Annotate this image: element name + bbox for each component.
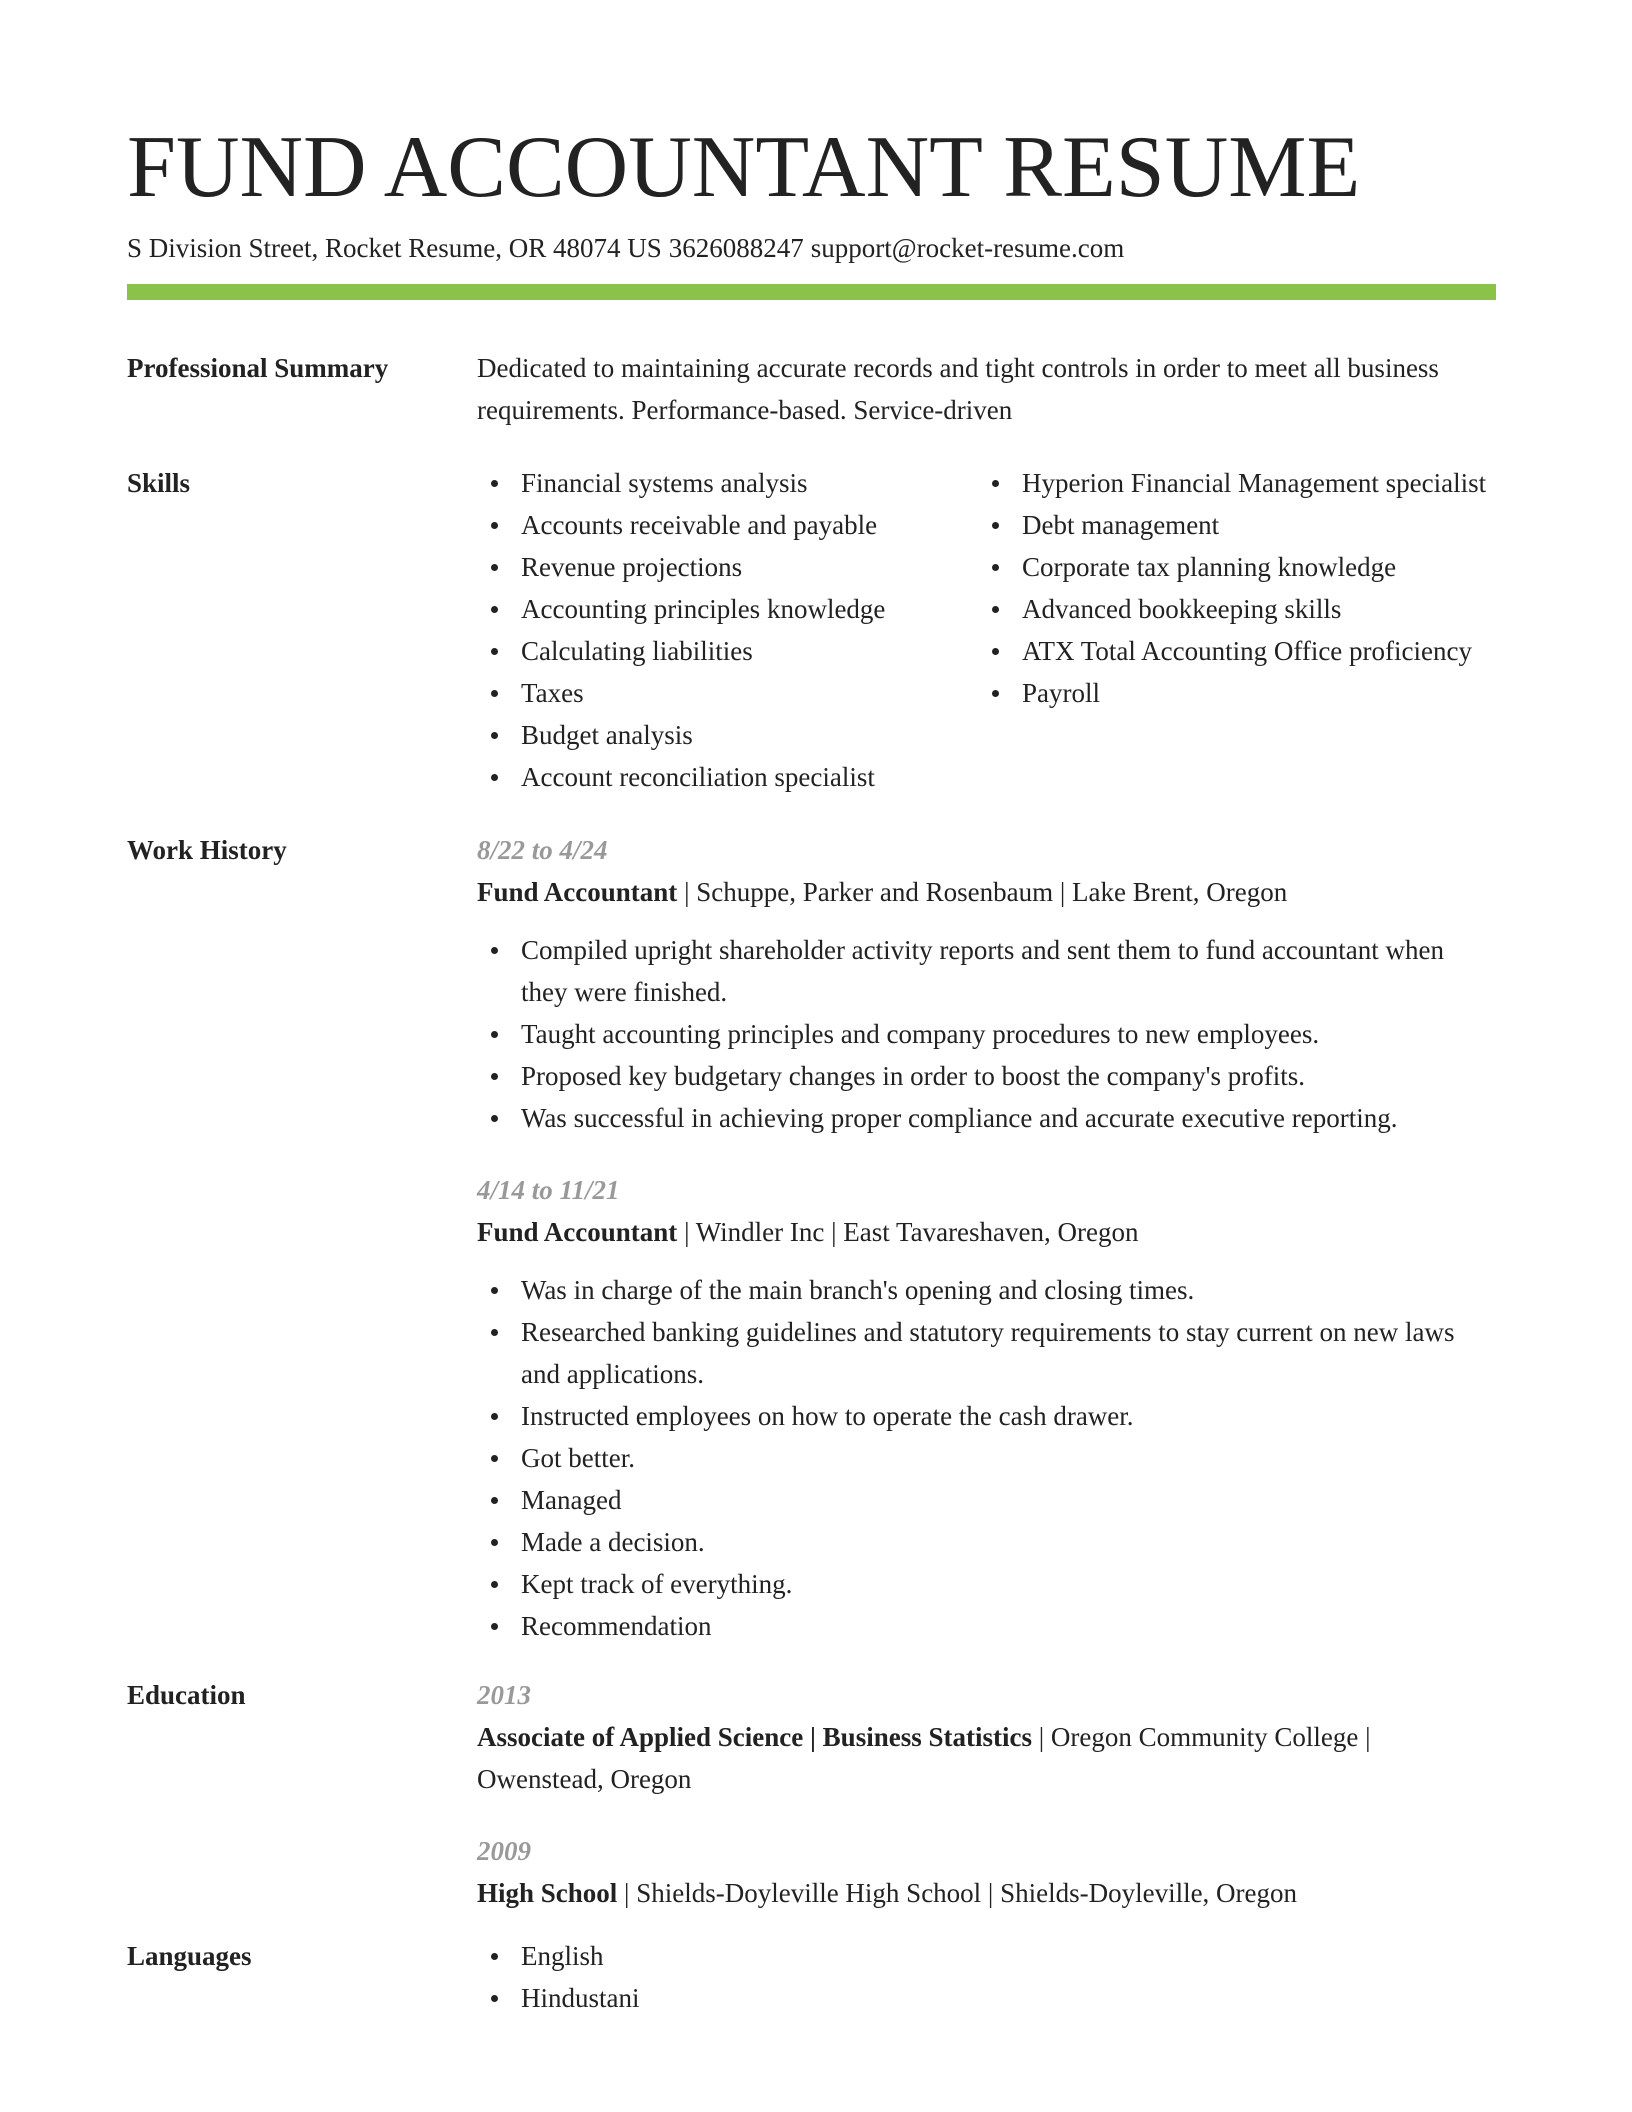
education-heading	[477, 1872, 1496, 1914]
skill-item: Revenue projections	[477, 546, 978, 588]
job-bullet: Was in charge of the main branch's opening and closing times.	[477, 1269, 1496, 1311]
summary-label: Professional Summary	[127, 353, 389, 383]
resume-title: FUND ACCOUNTANT RESUME	[127, 119, 1361, 216]
skill-item: Taxes	[477, 672, 978, 714]
skill-item: Calculating liabilities	[477, 630, 978, 672]
education-degree: Associate of Applied Science | Business Statistics	[477, 1722, 1032, 1752]
skill-item: Financial systems analysis	[477, 462, 978, 504]
education-year: 2009	[477, 1836, 531, 1866]
job-bullet: Was successful in achieving proper compliance and accurate executive reporting.	[477, 1097, 1496, 1139]
job-bullet: Compiled upright shareholder activity reports and sent them to fund accountant when they were finished.	[477, 929, 1496, 1013]
accent-divider	[127, 284, 1496, 300]
contact-address: S Division Street, Rocket Resume, OR 48074 US	[127, 233, 662, 263]
skill-item: Payroll	[978, 672, 1496, 714]
skill-item: Account reconciliation specialist	[477, 756, 978, 798]
skill-item: ATX Total Accounting Office proficiency	[978, 630, 1496, 672]
skill-item: Accounting principles knowledge	[477, 588, 978, 630]
contact-line	[127, 230, 1124, 266]
job-bullet: Got better.	[477, 1437, 1496, 1479]
skill-item: Corporate tax planning knowledge	[978, 546, 1496, 588]
education-heading	[477, 1716, 1496, 1800]
contact-email: support@rocket-resume.com	[810, 233, 1125, 263]
skills-label: Skills	[127, 468, 191, 498]
job-bullet: Researched banking guidelines and statutory requirements to stay current on new laws and applications.	[477, 1311, 1496, 1395]
job-bullet: Made a decision.	[477, 1521, 1496, 1563]
skill-item: Budget analysis	[477, 714, 978, 756]
job-details: | Windler Inc | East Tavareshaven, Oregon	[677, 1217, 1139, 1247]
job-entry	[477, 829, 1496, 1139]
language-item: Hindustani	[477, 1977, 1496, 2019]
job-heading	[477, 871, 1496, 913]
education-label: Education	[127, 1680, 246, 1710]
job-bullets	[477, 1269, 1496, 1647]
languages-label: Languages	[127, 1941, 252, 1971]
job-title: Fund Accountant	[477, 877, 678, 907]
job-bullet: Recommendation	[477, 1605, 1496, 1647]
work-history-content	[477, 829, 1496, 1647]
summary-text: Dedicated to maintaining accurate records and tight controls in order to meet all business requirements. Performance-based. Service-driven	[477, 353, 1439, 425]
job-bullets	[477, 929, 1496, 1139]
job-bullet: Taught accounting principles and company procedures to new employees.	[477, 1013, 1496, 1055]
job-dates: 8/22 to 4/24	[477, 835, 608, 865]
job-bullet: Instructed employees on how to operate the cash drawer.	[477, 1395, 1496, 1437]
skills-columns	[477, 462, 1496, 798]
skills-list-left	[477, 462, 978, 798]
language-item: English	[477, 1935, 1496, 1977]
job-details: | Schuppe, Parker and Rosenbaum | Lake Brent, Oregon	[677, 877, 1288, 907]
job-title: Fund Accountant	[477, 1217, 678, 1247]
education-entry	[477, 1830, 1496, 1914]
contact-phone: 3626088247	[668, 233, 804, 263]
job-bullet: Proposed key budgetary changes in order to boost the company's profits.	[477, 1055, 1496, 1097]
skill-item: Accounts receivable and payable	[477, 504, 978, 546]
languages-list	[477, 1935, 1496, 2019]
job-entry	[477, 1169, 1496, 1647]
work-history-label: Work History	[127, 835, 287, 865]
skill-item: Advanced bookkeeping skills	[978, 588, 1496, 630]
education-details: | Shields-Doyleville High School | Shields-Doyleville, Oregon	[617, 1878, 1298, 1908]
skills-list-right	[978, 462, 1496, 798]
job-bullet: Kept track of everything.	[477, 1563, 1496, 1605]
education-entry	[477, 1674, 1496, 1800]
education-details: | Oregon Community College | Owenstead, Oregon	[477, 1722, 1371, 1794]
job-heading	[477, 1211, 1496, 1253]
education-year: 2013	[477, 1680, 531, 1710]
skill-item: Debt management	[978, 504, 1496, 546]
job-bullet: Managed	[477, 1479, 1496, 1521]
education-content	[477, 1674, 1496, 1914]
job-dates: 4/14 to 11/21	[477, 1175, 620, 1205]
education-degree: High School	[477, 1878, 618, 1908]
skill-item: Hyperion Financial Management specialist	[978, 462, 1496, 504]
